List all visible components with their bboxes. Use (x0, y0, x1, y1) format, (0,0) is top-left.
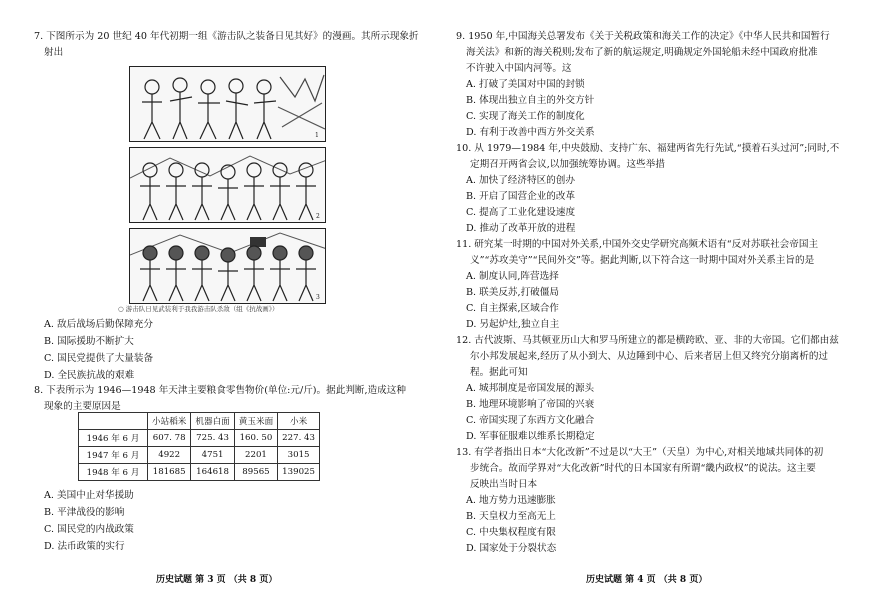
table-cell: 607. 78 (148, 430, 191, 447)
q8-stem-line-2: 现象的主要原因是 (44, 401, 121, 412)
svg-text:2: 2 (316, 213, 320, 220)
cartoon-panel-3 (129, 228, 326, 304)
table-row (79, 464, 320, 481)
q8-stem-line-1: 8. 下表所示为 1946—1948 年天津主要粮食零售物价(单位:元/斤)。据此判断,造成这种 (34, 385, 406, 396)
q9-stem-line-2: 海关法》和新的海关税则;发布了新的航运规定,明确规定外国轮船未经中国政府批准 (466, 47, 818, 58)
cartoon-panel-1 (129, 66, 326, 142)
q7-cartoon-image (129, 66, 326, 311)
table-header-cell: 黄玉米面 (234, 413, 277, 430)
table-cell: 164618 (191, 464, 234, 481)
q9-option-d: D. 有利于改善中西方外交关系 (466, 127, 595, 138)
q9-stem-line-3: 不许驶入中国内河等。这 (466, 63, 572, 74)
q13-stem-line-1: 13. 有学者指出日本“大化改新”不过是以“大王”（天皇）为中心,对相关地域共同体的初 (456, 447, 824, 458)
q12-stem-line-3: 程。据此可知 (470, 367, 528, 378)
q7-cartoon-caption: ○ 游击队日见武装利于我我游击队杀敌（组《抗战画》） (118, 305, 279, 313)
table-header-row (79, 413, 320, 430)
q11-option-b: B. 联美反苏,打破僵局 (466, 287, 559, 298)
q8-option-d: D. 法币政策的实行 (44, 541, 125, 552)
table-cell: 181685 (148, 464, 191, 481)
q11-stem-line-1: 11. 研究某一时期的中国对外关系,中国外交史学研究高频术语有“反对苏联社会帝国主 (456, 239, 819, 250)
table-cell: 3015 (278, 447, 320, 464)
table-cell: 4922 (148, 447, 191, 464)
q8-option-b: B. 平津战役的影响 (44, 507, 125, 518)
q10-stem-line-1: 10. 从 1979—1984 年,中央鼓励、支持广东、福建两省先行先试,“摸着石头过河”;同时,不 (456, 143, 840, 154)
q8-option-c: C. 国民党的内战政策 (44, 524, 134, 535)
svg-text:3: 3 (316, 294, 320, 301)
q12-option-b: B. 地理环境影响了帝国的兴衰 (466, 399, 595, 410)
q11-option-c: C. 自主探索,区域合作 (466, 303, 559, 314)
cartoon-panel-2 (129, 147, 326, 223)
q7-option-d: D. 全民族抗战的艰难 (44, 370, 135, 381)
table-cell: 4751 (191, 447, 234, 464)
table-header-cell: 小站稻米 (148, 413, 191, 430)
q10-option-a: A. 加快了经济特区的创办 (466, 175, 575, 186)
q7-stem-line-1: 7. 下图所示为 20 世纪 40 年代初期一组《游击队之装备日见其好》的漫画。其所示现象折 (34, 31, 419, 42)
q10-option-d: D. 推动了改革开放的进程 (466, 223, 576, 234)
q12-stem-line-1: 12. 古代波斯、马其顿亚历山大和罗马所建立的都是横跨欧、亚、非的大帝国。它们都由兹 (456, 335, 839, 346)
q7-option-b: B. 国际援助不断扩大 (44, 336, 134, 347)
table-cell: 89565 (234, 464, 277, 481)
right-page-footer: 历史试题 第 4 页 （共 8 页） (586, 575, 708, 585)
table-cell: 2201 (234, 447, 277, 464)
table-header-cell: 小米 (278, 413, 320, 430)
table-cell: 1947 年 6 月 (79, 447, 148, 464)
q12-option-d: D. 军事征服难以维系长期稳定 (466, 431, 595, 442)
q9-option-a: A. 打破了美国对中国的封锁 (466, 79, 585, 90)
q11-option-d: D. 另起炉灶,独立自主 (466, 319, 560, 330)
table-cell: 227. 43 (278, 430, 320, 447)
q13-option-d: D. 国家处于分裂状态 (466, 543, 557, 554)
q7-option-c: C. 国民党提供了大量装备 (44, 353, 154, 364)
q13-stem-line-2: 步统合。故而学界对“大化改新”时代的日本国家有所谓“畿内政权”的说法。这主要 (470, 463, 816, 474)
q10-option-c: C. 提高了工业化建设速度 (466, 207, 576, 218)
table-cell: 139025 (278, 464, 320, 481)
table-cell: 160. 50 (234, 430, 277, 447)
q11-option-a: A. 制度认同,阵营选择 (466, 271, 559, 282)
table-cell: 1948 年 6 月 (79, 464, 148, 481)
table-row (79, 447, 320, 464)
q8-price-table (78, 412, 320, 481)
table-cell: 1946 年 6 月 (79, 430, 148, 447)
table-header-cell (79, 413, 148, 430)
left-page-footer: 历史试题 第 3 页 （共 8 页） (156, 575, 278, 585)
q9-stem-line-1: 9. 1950 年,中国海关总署发布《关于关税政策和海关工作的决定》《中华人民共和国暂行 (456, 31, 830, 42)
table-cell: 725. 43 (191, 430, 234, 447)
q11-stem-line-2: 义”“苏攻美守”“民间外交”等。据此判断,以下符合这一时期中国对外关系主旨的是 (470, 255, 815, 266)
q13-option-c: C. 中央集权程度有限 (466, 527, 556, 538)
q13-option-a: A. 地方势力迅速膨胀 (466, 495, 556, 506)
q10-option-b: B. 开启了国营企业的改革 (466, 191, 576, 202)
q8-option-a: A. 美国中止对华援助 (44, 490, 134, 501)
q12-option-a: A. 城邦制度是帝国发展的源头 (466, 383, 595, 394)
svg-text:1: 1 (315, 132, 319, 139)
q13-stem-line-3: 反映出当时日本 (470, 479, 538, 490)
q12-option-c: C. 帝国实现了东西方文化融合 (466, 415, 595, 426)
q7-option-a: A. 敌后战场后勤保障充分 (44, 319, 153, 330)
table-header-cell: 机器白面 (191, 413, 234, 430)
q7-stem-line-2: 射出 (44, 47, 64, 58)
q12-stem-line-2: 尔小邦发展起来,经历了从小到大、从边陲到中心、后来者居上但又终究分崩离析的过 (470, 351, 829, 362)
table-row (79, 430, 320, 447)
q10-stem-line-2: 定期召开两省会议,以加强统筹协调。这些举措 (470, 159, 665, 170)
q13-option-b: B. 天皇权力至高无上 (466, 511, 556, 522)
q9-option-c: C. 实现了海关工作的制度化 (466, 111, 585, 122)
q9-option-b: B. 体现出独立自主的外交方针 (466, 95, 595, 106)
